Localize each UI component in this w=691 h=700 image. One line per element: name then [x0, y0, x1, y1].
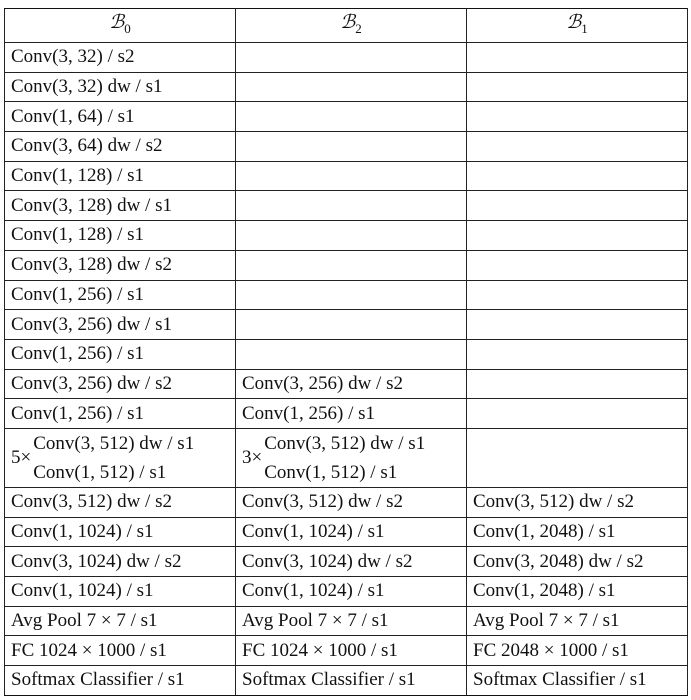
table-cell: Conv(3, 256) dw / s2	[236, 369, 467, 399]
table-cell	[467, 102, 688, 132]
header-b0-symbol: ℬ	[109, 11, 125, 33]
table-row	[5, 221, 688, 251]
repeat-layers	[33, 429, 194, 487]
table-cell	[467, 310, 688, 340]
repeat-block-cell-b2	[236, 428, 467, 487]
table-row	[5, 399, 688, 429]
table-cell: Conv(3, 2048) dw / s2	[467, 547, 688, 577]
table-cell: Conv(1, 2048) / s1	[467, 517, 688, 547]
table-row	[5, 547, 688, 577]
table-row	[5, 161, 688, 191]
table-row	[5, 132, 688, 162]
repeat-block-cell-b0	[5, 428, 236, 487]
table-row	[5, 606, 688, 636]
repeat-layer-pointwise: Conv(1, 512) / s1	[264, 461, 398, 483]
table-cell	[236, 250, 467, 280]
table-cell: Conv(3, 128) dw / s2	[5, 250, 236, 280]
repeat-layer-pointwise: Conv(1, 512) / s1	[33, 461, 167, 483]
table-cell	[467, 221, 688, 251]
table-row	[5, 666, 688, 696]
table-cell: Avg Pool 7 × 7 / s1	[467, 606, 688, 636]
table-cell: Conv(3, 512) dw / s2	[5, 487, 236, 517]
header-b2-symbol: ℬ	[340, 11, 356, 33]
table-cell: Conv(1, 1024) / s1	[5, 577, 236, 607]
table-cell: Conv(1, 256) / s1	[5, 339, 236, 369]
table-cell	[236, 161, 467, 191]
table-cell: FC 1024 × 1000 / s1	[5, 636, 236, 666]
table-row	[5, 72, 688, 102]
table-cell: Conv(1, 1024) / s1	[236, 577, 467, 607]
table-cell: Conv(1, 128) / s1	[5, 161, 236, 191]
table-row	[5, 369, 688, 399]
table-cell: Conv(3, 1024) dw / s2	[5, 547, 236, 577]
table-cell	[467, 191, 688, 221]
header-b1-subscript: 1	[581, 20, 588, 36]
table-cell	[467, 72, 688, 102]
table-cell: Softmax Classifier / s1	[467, 666, 688, 696]
table-cell: Conv(3, 1024) dw / s2	[236, 547, 467, 577]
table-row	[5, 577, 688, 607]
table-cell: Conv(3, 256) dw / s2	[5, 369, 236, 399]
table-row	[5, 280, 688, 310]
header-b0	[5, 9, 236, 43]
table-cell	[236, 191, 467, 221]
table-cell: Conv(1, 2048) / s1	[467, 577, 688, 607]
table-cell: Conv(3, 256) dw / s1	[5, 310, 236, 340]
table-cell	[236, 132, 467, 162]
table-header	[5, 9, 688, 43]
repeat-group	[242, 429, 460, 487]
table-cell: Conv(1, 256) / s1	[5, 399, 236, 429]
table-cell	[467, 339, 688, 369]
architecture-table	[4, 8, 688, 696]
table-cell: Conv(1, 1024) / s1	[236, 517, 467, 547]
table-cell: FC 1024 × 1000 / s1	[236, 636, 467, 666]
table-cell	[236, 339, 467, 369]
repeat-multiplier: 5×	[11, 446, 32, 468]
table-cell: Conv(1, 1024) / s1	[5, 517, 236, 547]
repeat-group	[11, 429, 229, 487]
header-b2-subscript: 2	[355, 20, 362, 36]
header-b2	[236, 9, 467, 43]
table-cell: Conv(3, 32) / s2	[5, 43, 236, 73]
table-cell: Conv(1, 64) / s1	[5, 102, 236, 132]
table-cell: Conv(1, 256) / s1	[5, 280, 236, 310]
repeat-multiplier: 3×	[242, 446, 263, 468]
header-row	[5, 9, 688, 43]
table-cell	[467, 399, 688, 429]
table-body	[5, 43, 688, 696]
table-cell: FC 2048 × 1000 / s1	[467, 636, 688, 666]
header-b1-symbol: ℬ	[566, 11, 582, 33]
table-cell	[236, 43, 467, 73]
header-b0-subscript: 0	[124, 20, 131, 36]
table-cell: Conv(3, 64) dw / s2	[5, 132, 236, 162]
table-cell: Softmax Classifier / s1	[5, 666, 236, 696]
repeat-block-cell-b1	[467, 428, 688, 487]
table-cell	[467, 280, 688, 310]
table-cell	[467, 132, 688, 162]
repeat-layers	[264, 429, 425, 487]
table-cell	[236, 102, 467, 132]
table-cell: Conv(3, 32) dw / s1	[5, 72, 236, 102]
header-b1	[467, 9, 688, 43]
repeat-block-row	[5, 428, 688, 487]
table-cell: Softmax Classifier / s1	[236, 666, 467, 696]
table-row	[5, 43, 688, 73]
table-cell	[467, 161, 688, 191]
table-cell: Conv(1, 256) / s1	[236, 399, 467, 429]
repeat-layer-depthwise: Conv(3, 512) dw / s1	[33, 432, 195, 454]
table-cell: Conv(1, 128) / s1	[5, 221, 236, 251]
table-cell: Conv(3, 128) dw / s1	[5, 191, 236, 221]
table-row	[5, 250, 688, 280]
table-row	[5, 191, 688, 221]
table-row	[5, 310, 688, 340]
table-cell: Avg Pool 7 × 7 / s1	[236, 606, 467, 636]
table-cell: Conv(3, 512) dw / s2	[467, 487, 688, 517]
table-row	[5, 487, 688, 517]
table-cell	[236, 310, 467, 340]
table-cell: Conv(3, 512) dw / s2	[236, 487, 467, 517]
table-cell	[467, 369, 688, 399]
table-row	[5, 339, 688, 369]
table-cell: Avg Pool 7 × 7 / s1	[5, 606, 236, 636]
repeat-layer-depthwise: Conv(3, 512) dw / s1	[264, 432, 426, 454]
table-row	[5, 636, 688, 666]
table-row	[5, 517, 688, 547]
table-cell	[236, 280, 467, 310]
table-cell	[467, 250, 688, 280]
table-cell	[467, 43, 688, 73]
table-row	[5, 102, 688, 132]
table-cell	[236, 72, 467, 102]
table-cell	[236, 221, 467, 251]
